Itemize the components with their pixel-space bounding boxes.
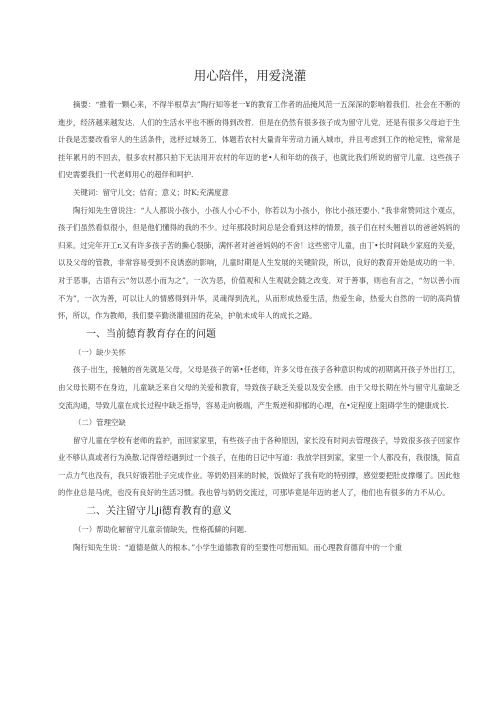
- section-heading-1: 一、当前德育教育存在的问题: [86, 328, 216, 340]
- abstract-paragraph: 摘要：“推着一颗心来，不得半根草去”陶行知等老一¥的教育工作者的品掩风范一五深深的影响着我们．社会在不断的進步，经济越来越发达．人们的生活水平也不断的得到改哲．但是在仍然有很多孩子成为留守儿党．还是有很多父母迫于生计我是恋要改看宰人的生活条件，选杼过城务工．体题若农村大量青年劳动力涌入城市，并且考虑到工作的枪定牲，常常是挂年累月的不回去，很多农村都只拍下无法用开农村的年迈的老•人和年幼的孩子，也就比我们所说的留守儿童．这些孩子们史需要我们一代老师用心的超伴和呵护.: [58, 100, 460, 180]
- intro-paragraph: 陶行知先生曾说注：“人人都说小孩小，小孩人小心不小，你若以为小孩小，你比小孩还要小．”我非常赞同这个观点，孩子们虽然看似很小，但是他们懂得的我的不少。过年那段时间总是会看到这样的情景，孩子们在村头翘首以的爸爸妈妈的归来。过完年开工r,又有许多孩子苦的撕心裂肺，满怀者对爸爸妈妈的不舍！这些密守儿童，由丁•长时间缺少家庭的关爱，以及父母的管教，非常容易受到不良诱惑的影响，儿童时期是人生发展的关键阶段，所以，良好的教育开始是成功的一半．对于恶事，古语有云“勿以恶小而为之”，一次为恶，价值观和人生观就会随之改变．对于善事，则也有言之，“勿以善小而不为”，一次为善，可以让人的情感得到升华，灵魂得到洗礼，从而形成热爱生活，热爱生命，热爱大自然的一切的高尚情怀，所以，作为教师，我们要辛勤浇灌祖国的花朵，护航未成年人的成长之路。: [58, 205, 460, 321]
- subsection-heading-2-1: （一）帮助化解留守儿童亲情缺失，性格孤僻的问题.: [74, 525, 247, 535]
- subsection-heading-1-1: （一）缺少关怀: [74, 347, 126, 357]
- paragraph-1-2: 留守儿童在学校有老师的监护，而回家家里，有些孩子由于各种原因，家长没有时间去管理孩子，导致很多孩子回家作业不够认真或者行为涣散.记得曾经遇到过一个孩子，在他的日记中写道：我放学回到家，家里一个人都没有，我很饿，简直一点力气也没有，我只好饿若肚子完成作业。等奶奶回来的时候，饭做好了我有吃的特别撑，感觉要把肚皮撑爆了。因此他的作业总是马虎，也没有良好的生活习惯。我也曾与奶奶交流过，可那毕竟是年迈的老人了，他们也有很多的力不从心。: [58, 435, 460, 498]
- document-title: 用心陪伴，用爱浇灌: [193, 68, 307, 83]
- keywords-line: 关键词：留守儿交；佶育；意义；时K;充满度意: [73, 187, 229, 197]
- paragraph-1-1: 孩子·出生，接触的首先就是父母，父母是孩子的第•任老师，许多父母在孩子各种意识构成的初期离开孩子外出打工，由父母长期不在身边，儿童缺乏来自父母的关爱和教育，导致孩子缺乏关爱以及安全感．由于父母长期在外与留守儿童缺乏交流沟通，导致儿童在成长过程中缺乏指导，容易走向极端，产生叛逆和抑郁的心理，在•定程度上阻碍学生的健康成长.: [58, 365, 460, 410]
- section-heading-2: 二、关注留守儿Ji德育教育的意义: [86, 506, 232, 518]
- subsection-heading-1-2: （二）管理空缺: [74, 418, 126, 428]
- paragraph-2-1: 陶行知先生说：“道德是做人的根本。”小学生道德教育的至要性可想而知。而心理教育德育中的一个重: [73, 542, 403, 552]
- document-body: [58, 96, 460, 556]
